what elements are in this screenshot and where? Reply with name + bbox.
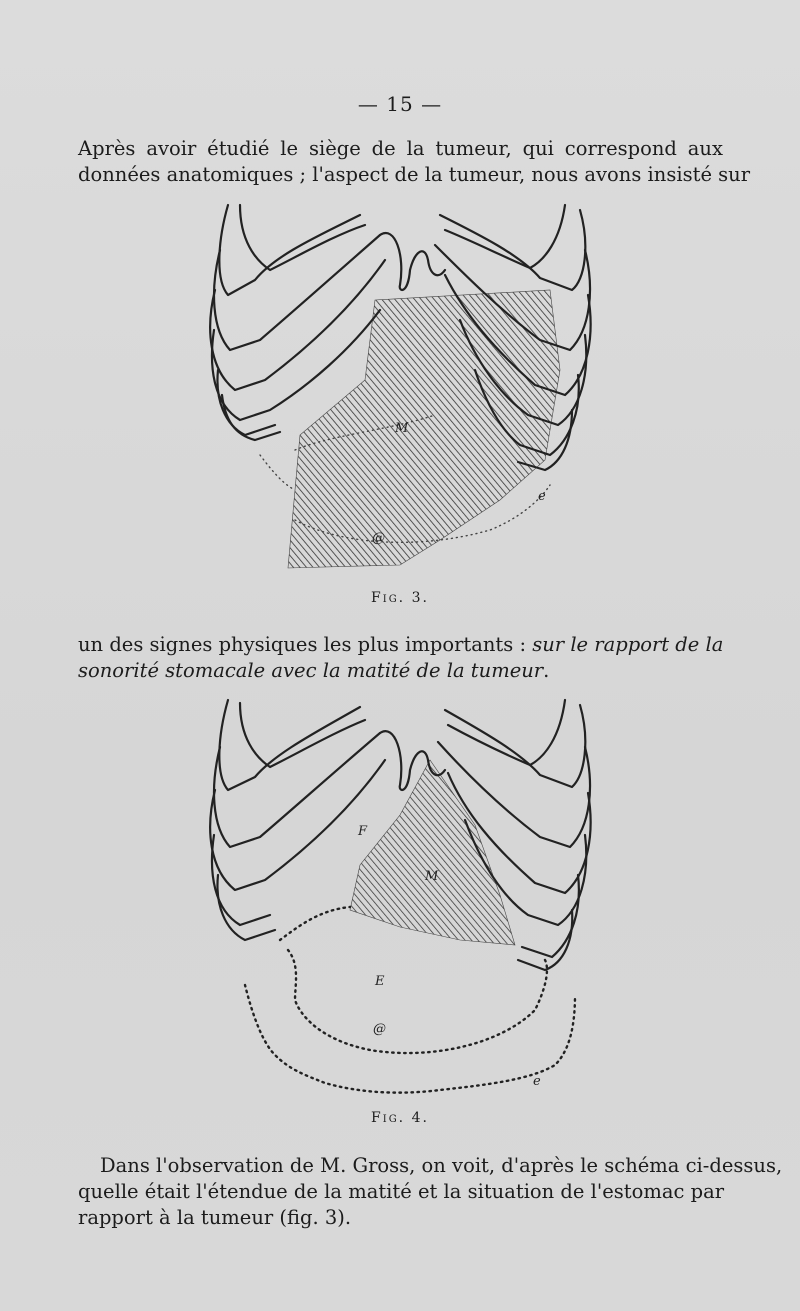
figure-4-label-m: M (425, 869, 439, 884)
paragraph-2-plain-text: un des signes physiques les plus importants : (78, 633, 533, 656)
figure-4-label-navel: @ (373, 1022, 386, 1037)
figure-4-illustration (200, 695, 600, 1105)
figure-4-tumor-hatched-area (350, 760, 515, 945)
figure-3-label-stomach: e (538, 489, 546, 504)
paragraph-2-end: . (543, 659, 550, 682)
figure-4-drawing (200, 695, 600, 1105)
figure-3-drawing (200, 200, 600, 570)
paragraph-1-line-1: Après avoir étudié le siège de la tumeur, qui correspond aux (78, 137, 723, 160)
paragraph-1 (78, 136, 751, 188)
paragraph-3-line-2: quelle était l'étendue de la matité et la situation de l'estomac par (78, 1180, 725, 1203)
figure-3-illustration (200, 200, 600, 570)
paragraph-3-line-3: rapport à la tumeur (fig. 3). (78, 1206, 352, 1229)
figure-4-dotted-liver-border (280, 907, 350, 940)
figure-4-dotted-stomach-outline (288, 950, 547, 1053)
figure-3-label-navel: @ (372, 531, 385, 546)
paragraph-3-line-1: Dans l'observation de M. Gross, on voit, d'après le schéma ci-dessus, (100, 1154, 783, 1177)
figure-3-dotted-border-left (260, 455, 295, 490)
figure-4-dotted-outer-outline (245, 985, 575, 1093)
paragraph-2 (78, 632, 723, 684)
figure-4-caption: Fig. 4. (371, 1110, 429, 1126)
figure-4-label-stomach: e (533, 1074, 541, 1089)
paragraph-2-line-1 (78, 632, 723, 658)
paragraph-1-line-2: données anatomiques ; l'aspect de la tumeur, nous avons insisté sur (78, 163, 751, 186)
figure-3-tumor-hatched-area (288, 290, 560, 568)
figure-4-label-f: F (358, 824, 368, 839)
paragraph-2-line-2 (78, 658, 723, 684)
figure-3-label-m: M (395, 421, 409, 436)
figure-3-caption: Fig. 3. (371, 590, 429, 606)
page-number: — 15 — (357, 92, 443, 116)
paragraph-2-italic-text-2: sonorité stomacale avec la matité de la tumeur (78, 659, 544, 682)
figure-4-label-e: E (375, 974, 385, 989)
paragraph-3 (78, 1153, 783, 1231)
paragraph-2-italic-text-1: sur le rapport de la (532, 633, 724, 656)
